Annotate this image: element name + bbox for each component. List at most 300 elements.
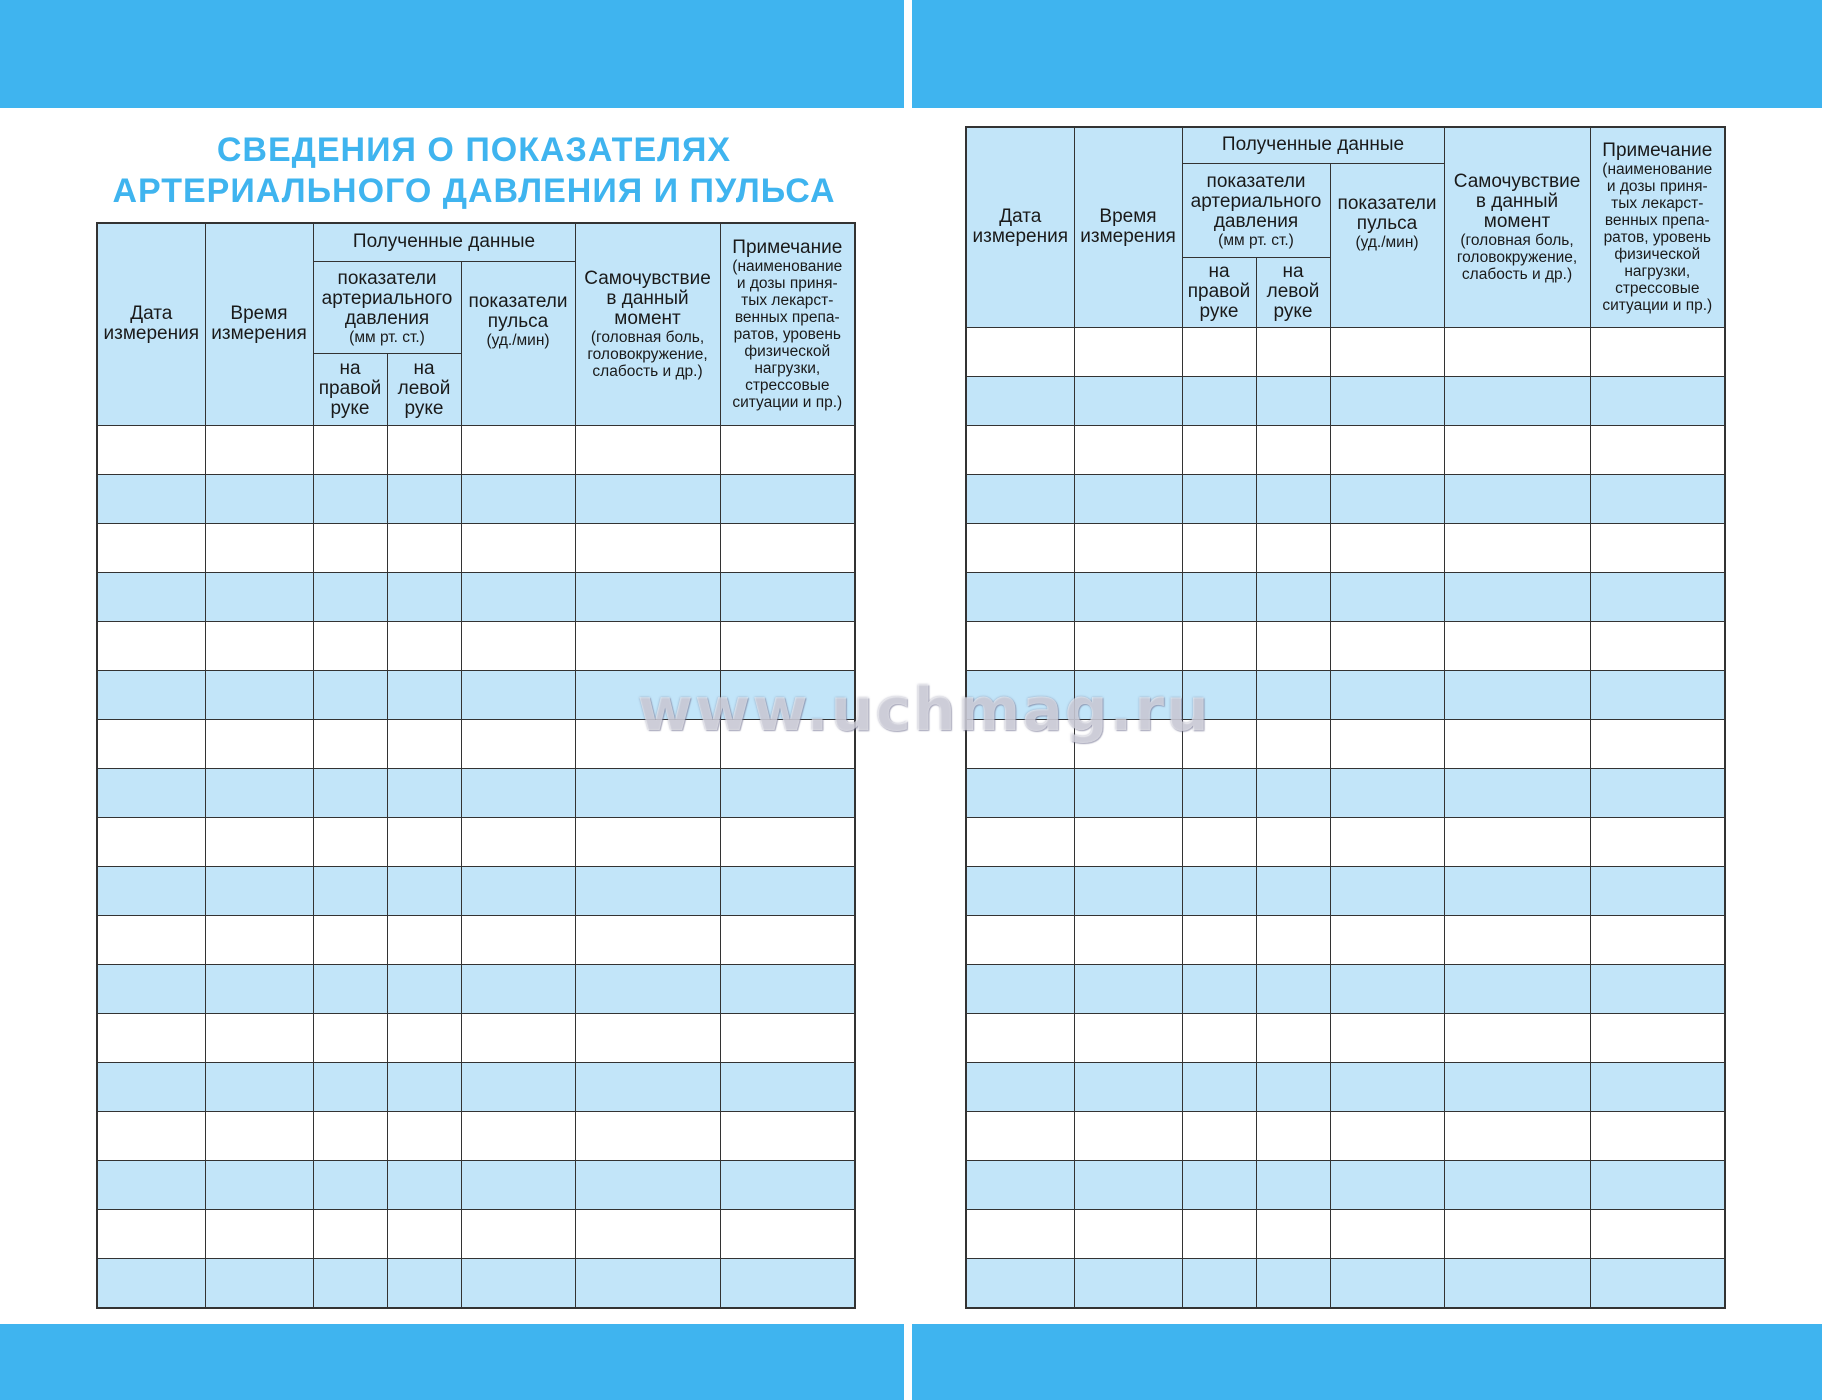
cell-time[interactable] — [205, 1062, 313, 1111]
cell-wellbeing[interactable] — [1444, 817, 1590, 866]
cell-wellbeing[interactable] — [1444, 915, 1590, 964]
cell-note[interactable] — [1590, 915, 1725, 964]
cell-bp-left[interactable] — [1256, 523, 1330, 572]
cell-time[interactable] — [1074, 523, 1182, 572]
cell-bp-left[interactable] — [1256, 425, 1330, 474]
cell-bp-right[interactable] — [1182, 768, 1256, 817]
cell-bp-right[interactable] — [1182, 1062, 1256, 1111]
cell-date[interactable] — [966, 376, 1074, 425]
cell-bp-left[interactable] — [387, 572, 461, 621]
cell-wellbeing[interactable] — [575, 572, 720, 621]
cell-date[interactable] — [97, 768, 205, 817]
cell-pulse[interactable] — [1330, 425, 1444, 474]
cell-time[interactable] — [1074, 1258, 1182, 1308]
cell-time[interactable] — [1074, 376, 1182, 425]
cell-pulse[interactable] — [461, 1111, 575, 1160]
cell-date[interactable] — [97, 1160, 205, 1209]
cell-bp-right[interactable] — [1182, 719, 1256, 768]
cell-note[interactable] — [1590, 1160, 1725, 1209]
cell-bp-right[interactable] — [1182, 327, 1256, 376]
cell-pulse[interactable] — [1330, 523, 1444, 572]
left-log-table — [96, 222, 856, 1309]
cell-time[interactable] — [205, 1258, 313, 1308]
cell-note[interactable] — [1590, 866, 1725, 915]
cell-wellbeing[interactable] — [575, 1111, 720, 1160]
cell-bp-left[interactable] — [387, 719, 461, 768]
cell-wellbeing[interactable] — [1444, 425, 1590, 474]
cell-bp-right[interactable] — [1182, 621, 1256, 670]
header-date: Дата измерения — [97, 223, 205, 425]
cell-note[interactable] — [720, 817, 855, 866]
cell-pulse[interactable] — [461, 915, 575, 964]
cell-note[interactable] — [1590, 670, 1725, 719]
cell-wellbeing[interactable] — [1444, 1258, 1590, 1308]
cell-pulse[interactable] — [461, 866, 575, 915]
cell-note[interactable] — [720, 670, 855, 719]
cell-bp-left[interactable] — [387, 1209, 461, 1258]
cell-date[interactable] — [97, 474, 205, 523]
cell-bp-left[interactable] — [1256, 327, 1330, 376]
cell-pulse[interactable] — [461, 768, 575, 817]
header-left-arm: на левой руке — [387, 353, 461, 425]
cell-time[interactable] — [1074, 768, 1182, 817]
cell-wellbeing[interactable] — [575, 621, 720, 670]
cell-bp-left[interactable] — [1256, 572, 1330, 621]
cell-pulse[interactable] — [1330, 964, 1444, 1013]
cell-pulse[interactable] — [1330, 327, 1444, 376]
header-wellbeing: Самочувствие в данный момент (головная боль, головокружение, слабость и др.) — [1444, 127, 1590, 327]
cell-bp-right[interactable] — [313, 572, 387, 621]
cell-date[interactable] — [97, 719, 205, 768]
cell-time[interactable] — [205, 1209, 313, 1258]
cell-bp-left[interactable] — [1256, 474, 1330, 523]
cell-date[interactable] — [97, 572, 205, 621]
cell-wellbeing[interactable] — [575, 523, 720, 572]
cell-bp-left[interactable] — [1256, 1062, 1330, 1111]
cell-bp-right[interactable] — [1182, 425, 1256, 474]
cell-note[interactable] — [1590, 964, 1725, 1013]
cell-note[interactable] — [1590, 621, 1725, 670]
cell-bp-left[interactable] — [387, 1062, 461, 1111]
header-blood-pressure: показатели артериального давления (мм рт. ст.) — [313, 261, 461, 353]
cell-wellbeing[interactable] — [1444, 719, 1590, 768]
table-row — [97, 1209, 855, 1258]
header-pulse: показатели пульса (уд./мин) — [461, 261, 575, 425]
cell-note[interactable] — [1590, 327, 1725, 376]
cell-time[interactable] — [1074, 866, 1182, 915]
cell-time[interactable] — [205, 768, 313, 817]
cell-note[interactable] — [1590, 1258, 1725, 1308]
cell-note[interactable] — [1590, 1111, 1725, 1160]
cell-date[interactable] — [97, 817, 205, 866]
cell-time[interactable] — [205, 572, 313, 621]
cell-wellbeing[interactable] — [1444, 474, 1590, 523]
cell-wellbeing[interactable] — [1444, 621, 1590, 670]
cell-time[interactable] — [1074, 915, 1182, 964]
cell-wellbeing[interactable] — [1444, 670, 1590, 719]
cell-note[interactable] — [720, 572, 855, 621]
cell-bp-right[interactable] — [313, 915, 387, 964]
cell-bp-left[interactable] — [1256, 817, 1330, 866]
cell-note[interactable] — [1590, 719, 1725, 768]
cell-note[interactable] — [720, 719, 855, 768]
cell-note[interactable] — [720, 1209, 855, 1258]
cell-pulse[interactable] — [461, 964, 575, 1013]
cell-pulse[interactable] — [1330, 572, 1444, 621]
cell-time[interactable] — [205, 817, 313, 866]
table-row — [966, 621, 1725, 670]
cell-bp-right[interactable] — [313, 964, 387, 1013]
cell-pulse[interactable] — [1330, 1258, 1444, 1308]
cell-time[interactable] — [205, 1111, 313, 1160]
table-row — [966, 817, 1725, 866]
cell-bp-right[interactable] — [1182, 915, 1256, 964]
cell-bp-left[interactable] — [1256, 964, 1330, 1013]
cell-wellbeing[interactable] — [1444, 572, 1590, 621]
table-row — [966, 768, 1725, 817]
cell-bp-left[interactable] — [1256, 1160, 1330, 1209]
cell-pulse[interactable] — [1330, 768, 1444, 817]
cell-bp-right[interactable] — [1182, 964, 1256, 1013]
cell-wellbeing[interactable] — [575, 1209, 720, 1258]
cell-note[interactable] — [1590, 425, 1725, 474]
cell-wellbeing[interactable] — [575, 1013, 720, 1062]
header-date: Дата измерения — [966, 127, 1074, 327]
cell-pulse[interactable] — [461, 1258, 575, 1308]
cell-date[interactable] — [966, 1258, 1074, 1308]
cell-note[interactable] — [720, 866, 855, 915]
cell-note[interactable] — [1590, 1062, 1725, 1111]
table-row — [966, 1258, 1725, 1308]
cell-bp-right[interactable] — [1182, 1111, 1256, 1160]
cell-date[interactable] — [966, 572, 1074, 621]
cell-bp-left[interactable] — [387, 1160, 461, 1209]
cell-time[interactable] — [1074, 425, 1182, 474]
cell-date[interactable] — [97, 1062, 205, 1111]
table-row — [966, 572, 1725, 621]
cell-note[interactable] — [1590, 523, 1725, 572]
cell-pulse[interactable] — [1330, 621, 1444, 670]
cell-bp-left[interactable] — [1256, 621, 1330, 670]
cell-bp-left[interactable] — [1256, 1111, 1330, 1160]
table-row — [97, 572, 855, 621]
title-line-1: СВЕДЕНИЯ О ПОКАЗАТЕЛЯХ — [216, 131, 732, 169]
cell-date[interactable] — [97, 915, 205, 964]
cell-time[interactable] — [205, 523, 313, 572]
cell-wellbeing[interactable] — [575, 1160, 720, 1209]
cell-bp-right[interactable] — [1182, 1160, 1256, 1209]
cell-date[interactable] — [97, 1209, 205, 1258]
cell-pulse[interactable] — [461, 719, 575, 768]
cell-note[interactable] — [720, 1111, 855, 1160]
cell-pulse[interactable] — [461, 670, 575, 719]
header-wellbeing: Самочувствие в данный момент (головная боль, головокружение, слабость и др.) — [575, 223, 720, 425]
cell-bp-right[interactable] — [313, 523, 387, 572]
cell-note[interactable] — [720, 1258, 855, 1308]
cell-pulse[interactable] — [1330, 1111, 1444, 1160]
cell-time[interactable] — [1074, 719, 1182, 768]
cell-note[interactable] — [1590, 817, 1725, 866]
cell-bp-right[interactable] — [313, 425, 387, 474]
cell-note[interactable] — [720, 1013, 855, 1062]
cell-date[interactable] — [966, 768, 1074, 817]
cell-wellbeing[interactable] — [575, 670, 720, 719]
table-row — [97, 817, 855, 866]
cell-bp-left[interactable] — [1256, 915, 1330, 964]
cell-time[interactable] — [1074, 964, 1182, 1013]
cell-date[interactable] — [966, 327, 1074, 376]
cell-note[interactable] — [1590, 376, 1725, 425]
table-row — [97, 915, 855, 964]
table-row — [966, 1062, 1725, 1111]
cell-pulse[interactable] — [461, 1013, 575, 1062]
cell-date[interactable] — [966, 1062, 1074, 1111]
cell-time[interactable] — [205, 866, 313, 915]
cell-date[interactable] — [966, 1111, 1074, 1160]
cell-bp-right[interactable] — [1182, 817, 1256, 866]
cell-time[interactable] — [1074, 621, 1182, 670]
cell-pulse[interactable] — [461, 425, 575, 474]
cell-note[interactable] — [720, 425, 855, 474]
cell-bp-right[interactable] — [1182, 523, 1256, 572]
cell-date[interactable] — [966, 866, 1074, 915]
cell-time[interactable] — [205, 1160, 313, 1209]
cell-date[interactable] — [966, 670, 1074, 719]
cell-date[interactable] — [97, 425, 205, 474]
table-row — [966, 1160, 1725, 1209]
cell-note[interactable] — [720, 523, 855, 572]
cell-date[interactable] — [97, 1013, 205, 1062]
page-gutter — [904, 0, 912, 1400]
cell-bp-left[interactable] — [387, 474, 461, 523]
cell-time[interactable] — [1074, 474, 1182, 523]
cell-time[interactable] — [1074, 1111, 1182, 1160]
cell-bp-left[interactable] — [1256, 719, 1330, 768]
cell-date[interactable] — [966, 1013, 1074, 1062]
cell-pulse[interactable] — [461, 1062, 575, 1111]
cell-bp-left[interactable] — [387, 1258, 461, 1308]
cell-note[interactable] — [720, 1160, 855, 1209]
cell-pulse[interactable] — [461, 474, 575, 523]
cell-pulse[interactable] — [461, 1209, 575, 1258]
cell-bp-left[interactable] — [387, 1013, 461, 1062]
cell-pulse[interactable] — [1330, 1062, 1444, 1111]
cell-pulse[interactable] — [1330, 915, 1444, 964]
cell-pulse[interactable] — [1330, 376, 1444, 425]
cell-note[interactable] — [720, 768, 855, 817]
cell-date[interactable] — [966, 1160, 1074, 1209]
cell-bp-right[interactable] — [313, 719, 387, 768]
cell-time[interactable] — [1074, 1160, 1182, 1209]
cell-date[interactable] — [966, 817, 1074, 866]
cell-wellbeing[interactable] — [575, 1258, 720, 1308]
cell-wellbeing[interactable] — [1444, 376, 1590, 425]
cell-bp-left[interactable] — [1256, 376, 1330, 425]
cell-time[interactable] — [205, 621, 313, 670]
cell-bp-right[interactable] — [313, 817, 387, 866]
cell-bp-right[interactable] — [1182, 474, 1256, 523]
cell-note[interactable] — [720, 621, 855, 670]
cell-time[interactable] — [1074, 572, 1182, 621]
cell-wellbeing[interactable] — [1444, 866, 1590, 915]
table-row — [966, 1111, 1725, 1160]
cell-bp-right[interactable] — [313, 474, 387, 523]
header-time: Время измерения — [205, 223, 313, 425]
cell-note[interactable] — [720, 1062, 855, 1111]
cell-bp-left[interactable] — [1256, 866, 1330, 915]
cell-bp-right[interactable] — [313, 670, 387, 719]
cell-time[interactable] — [1074, 327, 1182, 376]
cell-date[interactable] — [97, 670, 205, 719]
cell-bp-right[interactable] — [313, 1209, 387, 1258]
cell-bp-left[interactable] — [387, 817, 461, 866]
cell-bp-right[interactable] — [313, 1111, 387, 1160]
cell-time[interactable] — [205, 964, 313, 1013]
cell-bp-left[interactable] — [1256, 1209, 1330, 1258]
cell-time[interactable] — [1074, 817, 1182, 866]
cell-note[interactable] — [1590, 768, 1725, 817]
cell-bp-left[interactable] — [1256, 768, 1330, 817]
header-obtained-data: Полученные данные — [313, 223, 575, 261]
cell-bp-left[interactable] — [387, 964, 461, 1013]
cell-date[interactable] — [97, 523, 205, 572]
cell-bp-right[interactable] — [313, 1258, 387, 1308]
cell-bp-left[interactable] — [1256, 1013, 1330, 1062]
cell-time[interactable] — [205, 474, 313, 523]
cell-wellbeing[interactable] — [1444, 1209, 1590, 1258]
cell-bp-right[interactable] — [313, 866, 387, 915]
cell-time[interactable] — [205, 719, 313, 768]
cell-bp-right[interactable] — [1182, 376, 1256, 425]
cell-date[interactable] — [966, 474, 1074, 523]
cell-bp-right[interactable] — [1182, 866, 1256, 915]
table-row — [97, 670, 855, 719]
cell-wellbeing[interactable] — [1444, 1013, 1590, 1062]
cell-pulse[interactable] — [1330, 474, 1444, 523]
cell-pulse[interactable] — [1330, 1209, 1444, 1258]
cell-bp-right[interactable] — [313, 768, 387, 817]
table-row — [97, 1062, 855, 1111]
cell-bp-right[interactable] — [313, 1160, 387, 1209]
cell-wellbeing[interactable] — [575, 817, 720, 866]
cell-date[interactable] — [97, 866, 205, 915]
cell-bp-right[interactable] — [313, 621, 387, 670]
cell-bp-left[interactable] — [387, 670, 461, 719]
cell-date[interactable] — [966, 915, 1074, 964]
table-row — [97, 1258, 855, 1308]
cell-bp-right[interactable] — [1182, 670, 1256, 719]
cell-bp-right[interactable] — [1182, 1013, 1256, 1062]
cell-pulse[interactable] — [1330, 866, 1444, 915]
cell-pulse[interactable] — [1330, 817, 1444, 866]
cell-bp-right[interactable] — [1182, 1258, 1256, 1308]
cell-pulse[interactable] — [461, 621, 575, 670]
cell-bp-right[interactable] — [1182, 572, 1256, 621]
cell-wellbeing[interactable] — [1444, 1160, 1590, 1209]
cell-wellbeing[interactable] — [1444, 1111, 1590, 1160]
cell-time[interactable] — [205, 1013, 313, 1062]
cell-date[interactable] — [97, 1258, 205, 1308]
cell-wellbeing[interactable] — [1444, 964, 1590, 1013]
cell-date[interactable] — [966, 425, 1074, 474]
table-row — [966, 670, 1725, 719]
cell-wellbeing[interactable] — [575, 719, 720, 768]
cell-wellbeing[interactable] — [575, 915, 720, 964]
cell-wellbeing[interactable] — [575, 768, 720, 817]
cell-date[interactable] — [97, 1111, 205, 1160]
cell-wellbeing[interactable] — [575, 964, 720, 1013]
cell-wellbeing[interactable] — [1444, 768, 1590, 817]
cell-wellbeing[interactable] — [575, 474, 720, 523]
cell-bp-right[interactable] — [1182, 1209, 1256, 1258]
cell-bp-left[interactable] — [387, 523, 461, 572]
cell-bp-left[interactable] — [387, 866, 461, 915]
cell-note[interactable] — [1590, 1013, 1725, 1062]
cell-date[interactable] — [966, 621, 1074, 670]
cell-note[interactable] — [1590, 1209, 1725, 1258]
cell-pulse[interactable] — [1330, 719, 1444, 768]
cell-note[interactable] — [720, 474, 855, 523]
cell-time[interactable] — [1074, 1013, 1182, 1062]
watermark: www.uchmag.ru — [637, 675, 1211, 745]
cell-wellbeing[interactable] — [575, 1062, 720, 1111]
cell-note[interactable] — [1590, 474, 1725, 523]
cell-date[interactable] — [966, 719, 1074, 768]
cell-bp-left[interactable] — [1256, 1258, 1330, 1308]
cell-wellbeing[interactable] — [575, 866, 720, 915]
cell-note[interactable] — [720, 964, 855, 1013]
cell-pulse[interactable] — [1330, 670, 1444, 719]
title-line-2: АРТЕРИАЛЬНОГО ДАВЛЕНИЯ И ПУЛЬСА — [112, 172, 836, 210]
cell-date[interactable] — [97, 964, 205, 1013]
cell-date[interactable] — [966, 1209, 1074, 1258]
cell-pulse[interactable] — [461, 1160, 575, 1209]
cell-bp-left[interactable] — [1256, 670, 1330, 719]
page-title — [96, 130, 852, 212]
cell-time[interactable] — [205, 425, 313, 474]
cell-bp-right[interactable] — [313, 1062, 387, 1111]
cell-note[interactable] — [720, 915, 855, 964]
cell-time[interactable] — [1074, 1062, 1182, 1111]
table-row — [966, 327, 1725, 376]
cell-pulse[interactable] — [461, 572, 575, 621]
cell-time[interactable] — [1074, 670, 1182, 719]
cell-bp-left[interactable] — [387, 425, 461, 474]
cell-bp-left[interactable] — [387, 768, 461, 817]
cell-pulse[interactable] — [461, 523, 575, 572]
cell-wellbeing[interactable] — [1444, 1062, 1590, 1111]
cell-bp-right[interactable] — [313, 1013, 387, 1062]
cell-note[interactable] — [1590, 572, 1725, 621]
cell-bp-left[interactable] — [387, 1111, 461, 1160]
cell-bp-left[interactable] — [387, 915, 461, 964]
cell-time[interactable] — [205, 915, 313, 964]
table-row — [97, 1160, 855, 1209]
cell-time[interactable] — [1074, 1209, 1182, 1258]
cell-bp-left[interactable] — [387, 621, 461, 670]
cell-date[interactable] — [966, 964, 1074, 1013]
cell-pulse[interactable] — [1330, 1013, 1444, 1062]
cell-date[interactable] — [966, 523, 1074, 572]
cell-wellbeing[interactable] — [575, 425, 720, 474]
cell-time[interactable] — [205, 670, 313, 719]
cell-wellbeing[interactable] — [1444, 327, 1590, 376]
cell-wellbeing[interactable] — [1444, 523, 1590, 572]
cell-date[interactable] — [97, 621, 205, 670]
cell-pulse[interactable] — [461, 817, 575, 866]
cell-pulse[interactable] — [1330, 1160, 1444, 1209]
right-log-table — [965, 126, 1726, 1309]
